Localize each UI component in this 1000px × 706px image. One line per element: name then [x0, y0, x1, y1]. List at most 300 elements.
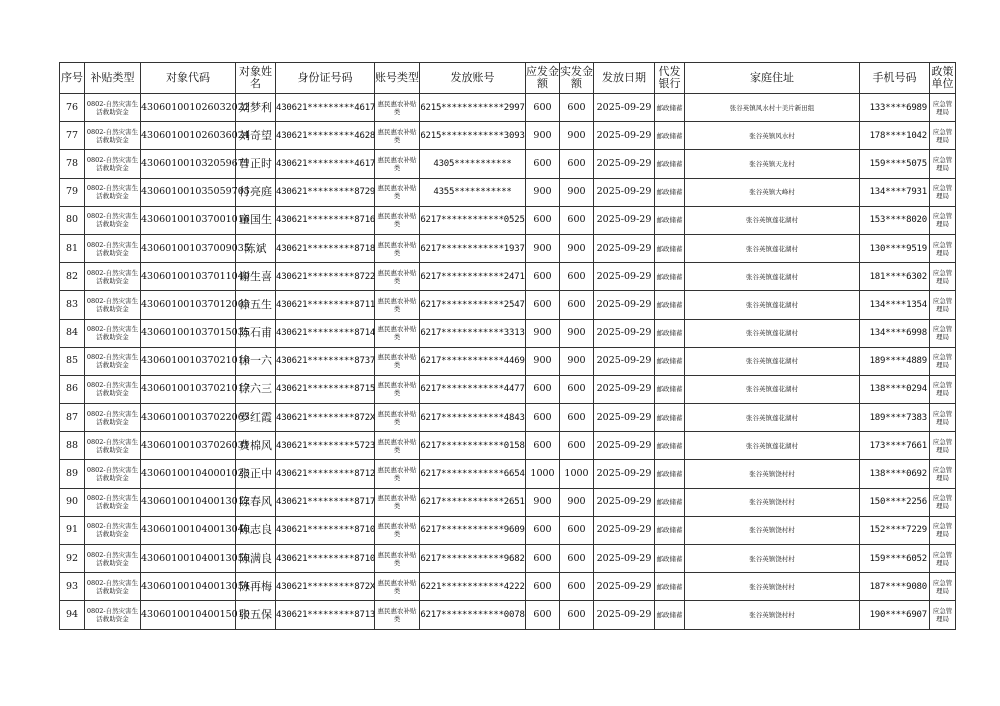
- id-number-cell: 430621*********8713: [276, 601, 375, 629]
- policy-unit-cell: 应急管理局: [930, 516, 956, 544]
- account-number-cell: 6217************0158: [420, 432, 526, 460]
- phone-cell: 134****7931: [860, 178, 930, 206]
- account-number-cell: 6217************0078: [420, 601, 526, 629]
- policy-unit-cell: 应急管理局: [930, 573, 956, 601]
- amount-due-cell: 600: [526, 263, 560, 291]
- name-cell: 徐六三: [236, 375, 276, 403]
- column-header: 对象姓名: [236, 63, 276, 94]
- account-type-cell: 惠民惠农补贴类: [375, 545, 420, 573]
- payment-date-cell: 2025-09-29: [594, 573, 655, 601]
- address-cell: 张谷英镇天龙村: [685, 150, 860, 178]
- object-code-cell: 430601001037021016: [141, 347, 236, 375]
- id-number-cell: 430621*********4628: [276, 122, 375, 150]
- account-number-cell: 6217************9609: [420, 516, 526, 544]
- column-header: 序号: [60, 63, 85, 94]
- bank-cell: 邮政储蓄: [655, 375, 685, 403]
- bank-cell: 邮政储蓄: [655, 488, 685, 516]
- seq-cell: 79: [60, 178, 85, 206]
- amount-due-cell: 600: [526, 375, 560, 403]
- amount-due-cell: 1000: [526, 460, 560, 488]
- column-header: 对象代码: [141, 63, 236, 94]
- amount-due-cell: 600: [526, 601, 560, 629]
- account-type-cell: 惠民惠农补贴类: [375, 375, 420, 403]
- name-cell: 徐五生: [236, 291, 276, 319]
- id-number-cell: 430621*********8717: [276, 488, 375, 516]
- id-number-cell: 430621*********8710: [276, 545, 375, 573]
- account-number-cell: 6217************4477: [420, 375, 526, 403]
- table-row: [60, 291, 956, 319]
- column-header: 发放账号: [420, 63, 526, 94]
- amount-due-cell: 900: [526, 347, 560, 375]
- id-number-cell: 430621*********4617: [276, 150, 375, 178]
- phone-cell: 138****0294: [860, 375, 930, 403]
- name-cell: 陈志良: [236, 516, 276, 544]
- table-row: [60, 516, 956, 544]
- object-code-cell: 430601001037026031: [141, 432, 236, 460]
- address-cell: 张谷英镇饶村村: [685, 460, 860, 488]
- address-cell: 张谷英镇莲花湖村: [685, 291, 860, 319]
- policy-unit-cell: 应急管理局: [930, 94, 956, 122]
- table-row: [60, 347, 956, 375]
- subsidy-type-cell: 0802-自然灾害生活救助资金: [85, 601, 141, 629]
- column-header: 身份证号码: [276, 63, 375, 94]
- subsidy-type-cell: 0802-自然灾害生活救助资金: [85, 178, 141, 206]
- payment-date-cell: 2025-09-29: [594, 319, 655, 347]
- id-number-cell: 430621*********8718: [276, 234, 375, 262]
- amount-paid-cell: 600: [560, 516, 594, 544]
- name-cell: 刘梦利: [236, 94, 276, 122]
- table-row: [60, 94, 956, 122]
- seq-cell: 84: [60, 319, 85, 347]
- amount-paid-cell: 600: [560, 206, 594, 234]
- address-cell: 张谷英镇饶村村: [685, 545, 860, 573]
- subsidy-type-cell: 0802-自然灾害生活救助资金: [85, 404, 141, 432]
- payment-date-cell: 2025-09-29: [594, 516, 655, 544]
- phone-cell: 189****4889: [860, 347, 930, 375]
- seq-cell: 92: [60, 545, 85, 573]
- bank-cell: 邮政储蓄: [655, 291, 685, 319]
- subsidy-type-cell: 0802-自然灾害生活救助资金: [85, 347, 141, 375]
- address-cell: 张谷英镇莲花湖村: [685, 404, 860, 432]
- policy-unit-cell: 应急管理局: [930, 488, 956, 516]
- id-number-cell: 430621*********8716: [276, 206, 375, 234]
- payment-date-cell: 2025-09-29: [594, 460, 655, 488]
- amount-paid-cell: 600: [560, 545, 594, 573]
- table-row: [60, 234, 956, 262]
- account-type-cell: 惠民惠农补贴类: [375, 94, 420, 122]
- amount-due-cell: 600: [526, 516, 560, 544]
- seq-cell: 88: [60, 432, 85, 460]
- phone-cell: 173****7661: [860, 432, 930, 460]
- seq-cell: 86: [60, 375, 85, 403]
- phone-cell: 159****6052: [860, 545, 930, 573]
- policy-unit-cell: 应急管理局: [930, 234, 956, 262]
- policy-unit-cell: 应急管理局: [930, 347, 956, 375]
- phone-cell: 130****9519: [860, 234, 930, 262]
- account-type-cell: 惠民惠农补贴类: [375, 488, 420, 516]
- object-code-cell: 430601001037015035: [141, 319, 236, 347]
- object-code-cell: 430601001032059671: [141, 150, 236, 178]
- subsidy-type-cell: 0802-自然灾害生活救助资金: [85, 432, 141, 460]
- object-code-cell: 430601001037021017: [141, 375, 236, 403]
- object-code-cell: 430601001037009035: [141, 234, 236, 262]
- name-cell: 付亮庭: [236, 178, 276, 206]
- subsidy-type-cell: 0802-自然灾害生活救助资金: [85, 263, 141, 291]
- amount-paid-cell: 600: [560, 150, 594, 178]
- seq-cell: 89: [60, 460, 85, 488]
- column-header: 代发银行: [655, 63, 685, 94]
- address-cell: 张谷英镇莲花湖村: [685, 234, 860, 262]
- id-number-cell: 430621*********8714: [276, 319, 375, 347]
- id-number-cell: 430621*********8711: [276, 291, 375, 319]
- name-cell: 曾正时: [236, 150, 276, 178]
- account-number-cell: 6217************1937: [420, 234, 526, 262]
- id-number-cell: 430621*********8722: [276, 263, 375, 291]
- header-row: [60, 63, 956, 94]
- bank-cell: 邮政储蓄: [655, 601, 685, 629]
- payment-date-cell: 2025-09-29: [594, 404, 655, 432]
- account-type-cell: 惠民惠农补贴类: [375, 460, 420, 488]
- address-cell: 张谷英镇风水村: [685, 122, 860, 150]
- payment-date-cell: 2025-09-29: [594, 347, 655, 375]
- amount-due-cell: 600: [526, 545, 560, 573]
- account-type-cell: 惠民惠农补贴类: [375, 291, 420, 319]
- subsidy-type-cell: 0802-自然灾害生活救助资金: [85, 545, 141, 573]
- address-cell: 张谷英镇莲花湖村: [685, 347, 860, 375]
- payment-date-cell: 2025-09-29: [594, 545, 655, 573]
- address-cell: 张谷英镇莲花湖村: [685, 263, 860, 291]
- amount-due-cell: 600: [526, 291, 560, 319]
- bank-cell: 邮政储蓄: [655, 347, 685, 375]
- phone-cell: 153****8020: [860, 206, 930, 234]
- object-code-cell: 430601001035059705: [141, 178, 236, 206]
- bank-cell: 邮政储蓄: [655, 432, 685, 460]
- account-type-cell: 惠民惠农补贴类: [375, 319, 420, 347]
- seq-cell: 85: [60, 347, 85, 375]
- amount-paid-cell: 900: [560, 234, 594, 262]
- table-row: [60, 122, 956, 150]
- column-header: 发放日期: [594, 63, 655, 94]
- seq-cell: 78: [60, 150, 85, 178]
- account-type-cell: 惠民惠农补贴类: [375, 516, 420, 544]
- phone-cell: 138****0692: [860, 460, 930, 488]
- bank-cell: 邮政储蓄: [655, 319, 685, 347]
- bank-cell: 邮政储蓄: [655, 122, 685, 150]
- column-header: 家庭住址: [685, 63, 860, 94]
- object-code-cell: 430601001040013012: [141, 488, 236, 516]
- payment-date-cell: 2025-09-29: [594, 150, 655, 178]
- table-row: [60, 375, 956, 403]
- table-row: [60, 319, 956, 347]
- subsidy-type-cell: 0802-自然灾害生活救助资金: [85, 488, 141, 516]
- seq-cell: 76: [60, 94, 85, 122]
- phone-cell: 152****7229: [860, 516, 930, 544]
- policy-unit-cell: 应急管理局: [930, 291, 956, 319]
- phone-cell: 150****2256: [860, 488, 930, 516]
- policy-unit-cell: 应急管理局: [930, 601, 956, 629]
- amount-paid-cell: 1000: [560, 460, 594, 488]
- object-code-cell: 430601001037001016: [141, 206, 236, 234]
- object-code-cell: 430601001026032022: [141, 94, 236, 122]
- id-number-cell: 430621*********872X: [276, 573, 375, 601]
- table-row: [60, 150, 956, 178]
- column-header: 政策单位: [930, 63, 956, 94]
- address-cell: 张谷英镇莲花湖村: [685, 375, 860, 403]
- account-number-cell: 6217************2547: [420, 291, 526, 319]
- account-number-cell: 6217************0525: [420, 206, 526, 234]
- address-cell: 张谷英镇风水村十美片新田组: [685, 94, 860, 122]
- phone-cell: 189****7383: [860, 404, 930, 432]
- account-type-cell: 惠民惠农补贴类: [375, 263, 420, 291]
- name-cell: 陈再梅: [236, 573, 276, 601]
- bank-cell: 邮政储蓄: [655, 150, 685, 178]
- amount-due-cell: 600: [526, 150, 560, 178]
- table-row: [60, 206, 956, 234]
- account-number-cell: 4355***********: [420, 178, 526, 206]
- object-code-cell: 430601001037011040: [141, 263, 236, 291]
- address-cell: 张谷英镇饶村村: [685, 516, 860, 544]
- phone-cell: 181****6302: [860, 263, 930, 291]
- seq-cell: 87: [60, 404, 85, 432]
- payment-date-cell: 2025-09-29: [594, 432, 655, 460]
- table-row: [60, 545, 956, 573]
- payment-date-cell: 2025-09-29: [594, 178, 655, 206]
- seq-cell: 83: [60, 291, 85, 319]
- object-code-cell: 430601001040013054: [141, 573, 236, 601]
- amount-due-cell: 900: [526, 234, 560, 262]
- payment-date-cell: 2025-09-29: [594, 122, 655, 150]
- payment-date-cell: 2025-09-29: [594, 206, 655, 234]
- phone-cell: 190****6907: [860, 601, 930, 629]
- payment-date-cell: 2025-09-29: [594, 291, 655, 319]
- phone-cell: 159****5075: [860, 150, 930, 178]
- subsidy-type-cell: 0802-自然灾害生活救助资金: [85, 573, 141, 601]
- bank-cell: 邮政储蓄: [655, 234, 685, 262]
- amount-due-cell: 900: [526, 488, 560, 516]
- address-cell: 张谷英镇饶村村: [685, 601, 860, 629]
- name-cell: 陈石甫: [236, 319, 276, 347]
- account-number-cell: 6215************3093: [420, 122, 526, 150]
- policy-unit-cell: 应急管理局: [930, 150, 956, 178]
- subsidy-type-cell: 0802-自然灾害生活救助资金: [85, 319, 141, 347]
- bank-cell: 邮政储蓄: [655, 404, 685, 432]
- amount-due-cell: 600: [526, 206, 560, 234]
- seq-cell: 77: [60, 122, 85, 150]
- amount-paid-cell: 600: [560, 432, 594, 460]
- seq-cell: 93: [60, 573, 85, 601]
- amount-due-cell: 600: [526, 404, 560, 432]
- object-code-cell: 430601001037022063: [141, 404, 236, 432]
- seq-cell: 94: [60, 601, 85, 629]
- phone-cell: 133****6989: [860, 94, 930, 122]
- account-type-cell: 惠民惠农补贴类: [375, 206, 420, 234]
- name-cell: 徐一六: [236, 347, 276, 375]
- address-cell: 张谷英镇莲花湖村: [685, 432, 860, 460]
- seq-cell: 81: [60, 234, 85, 262]
- phone-cell: 178****1042: [860, 122, 930, 150]
- table-body: [60, 94, 956, 630]
- object-code-cell: 430601001037012005: [141, 291, 236, 319]
- policy-unit-cell: 应急管理局: [930, 545, 956, 573]
- table-row: [60, 432, 956, 460]
- bank-cell: 邮政储蓄: [655, 263, 685, 291]
- policy-unit-cell: 应急管理局: [930, 404, 956, 432]
- amount-paid-cell: 900: [560, 178, 594, 206]
- account-type-cell: 惠民惠农补贴类: [375, 178, 420, 206]
- bank-cell: 邮政储蓄: [655, 573, 685, 601]
- table-row: [60, 404, 956, 432]
- account-type-cell: 惠民惠农补贴类: [375, 150, 420, 178]
- payment-date-cell: 2025-09-29: [594, 488, 655, 516]
- account-number-cell: 4305***********: [420, 150, 526, 178]
- id-number-cell: 430621*********872X: [276, 404, 375, 432]
- subsidy-type-cell: 0802-自然灾害生活救助资金: [85, 94, 141, 122]
- amount-paid-cell: 600: [560, 573, 594, 601]
- amount-due-cell: 900: [526, 122, 560, 150]
- table-row: [60, 460, 956, 488]
- id-number-cell: 430621*********8715: [276, 375, 375, 403]
- object-code-cell: 430601001040013040: [141, 516, 236, 544]
- phone-cell: 134****6998: [860, 319, 930, 347]
- account-type-cell: 惠民惠农补贴类: [375, 347, 420, 375]
- address-cell: 张谷英镇莲花湖村: [685, 319, 860, 347]
- subsidy-type-cell: 0802-自然灾害生活救助资金: [85, 291, 141, 319]
- name-cell: 陈斌: [236, 234, 276, 262]
- name-cell: 罗红霞: [236, 404, 276, 432]
- id-number-cell: 430621*********8712: [276, 460, 375, 488]
- name-cell: 童国生: [236, 206, 276, 234]
- account-number-cell: 6217************6654: [420, 460, 526, 488]
- amount-paid-cell: 900: [560, 319, 594, 347]
- amount-due-cell: 900: [526, 178, 560, 206]
- account-type-cell: 惠民惠农补贴类: [375, 601, 420, 629]
- name-cell: 刘奇望: [236, 122, 276, 150]
- name-cell: 陈春风: [236, 488, 276, 516]
- subsidy-type-cell: 0802-自然灾害生活救助资金: [85, 150, 141, 178]
- subsidy-type-cell: 0802-自然灾害生活救助资金: [85, 206, 141, 234]
- amount-paid-cell: 600: [560, 375, 594, 403]
- address-cell: 张谷英镇饶村村: [685, 488, 860, 516]
- account-number-cell: 6217************4843: [420, 404, 526, 432]
- bank-cell: 邮政储蓄: [655, 516, 685, 544]
- account-number-cell: 6221************4222: [420, 573, 526, 601]
- account-number-cell: 6217************9682: [420, 545, 526, 573]
- account-type-cell: 惠民惠农补贴类: [375, 122, 420, 150]
- amount-paid-cell: 600: [560, 404, 594, 432]
- phone-cell: 134****1354: [860, 291, 930, 319]
- payment-date-cell: 2025-09-29: [594, 601, 655, 629]
- column-header: 账号类型: [375, 63, 420, 94]
- object-code-cell: 430601001040013050: [141, 545, 236, 573]
- bank-cell: 邮政储蓄: [655, 178, 685, 206]
- policy-unit-cell: 应急管理局: [930, 432, 956, 460]
- object-code-cell: 430601001040001023: [141, 460, 236, 488]
- account-number-cell: 6217************3313: [420, 319, 526, 347]
- bank-cell: 邮政储蓄: [655, 206, 685, 234]
- account-number-cell: 6217************2651: [420, 488, 526, 516]
- column-header: 应发金额: [526, 63, 560, 94]
- account-number-cell: 6217************2471: [420, 263, 526, 291]
- address-cell: 张谷英镇饶村村: [685, 573, 860, 601]
- policy-unit-cell: 应急管理局: [930, 122, 956, 150]
- amount-due-cell: 600: [526, 94, 560, 122]
- seq-cell: 91: [60, 516, 85, 544]
- seq-cell: 82: [60, 263, 85, 291]
- bank-cell: 邮政储蓄: [655, 460, 685, 488]
- subsidy-type-cell: 0802-自然灾害生活救助资金: [85, 234, 141, 262]
- id-number-cell: 430621*********8729: [276, 178, 375, 206]
- policy-unit-cell: 应急管理局: [930, 206, 956, 234]
- table-row: [60, 488, 956, 516]
- table-row: [60, 601, 956, 629]
- id-number-cell: 430621*********8737: [276, 347, 375, 375]
- account-type-cell: 惠民惠农补贴类: [375, 234, 420, 262]
- name-cell: 张正中: [236, 460, 276, 488]
- amount-due-cell: 600: [526, 432, 560, 460]
- name-cell: 陈满良: [236, 545, 276, 573]
- table-row: [60, 263, 956, 291]
- bank-cell: 邮政储蓄: [655, 94, 685, 122]
- column-header: 手机号码: [860, 63, 930, 94]
- amount-due-cell: 900: [526, 319, 560, 347]
- seq-cell: 80: [60, 206, 85, 234]
- amount-paid-cell: 600: [560, 94, 594, 122]
- policy-unit-cell: 应急管理局: [930, 319, 956, 347]
- payment-date-cell: 2025-09-29: [594, 263, 655, 291]
- bank-cell: 邮政储蓄: [655, 545, 685, 573]
- subsidy-type-cell: 0802-自然灾害生活救助资金: [85, 460, 141, 488]
- amount-due-cell: 600: [526, 573, 560, 601]
- policy-unit-cell: 应急管理局: [930, 178, 956, 206]
- policy-unit-cell: 应急管理局: [930, 375, 956, 403]
- subsidy-type-cell: 0802-自然灾害生活救助资金: [85, 375, 141, 403]
- id-number-cell: 430621*********5723: [276, 432, 375, 460]
- address-cell: 张谷英镇莲花湖村: [685, 206, 860, 234]
- table-row: [60, 573, 956, 601]
- id-number-cell: 430621*********4617: [276, 94, 375, 122]
- amount-paid-cell: 900: [560, 122, 594, 150]
- policy-unit-cell: 应急管理局: [930, 263, 956, 291]
- payment-date-cell: 2025-09-29: [594, 94, 655, 122]
- object-code-cell: 430601001040015010: [141, 601, 236, 629]
- amount-paid-cell: 600: [560, 601, 594, 629]
- address-cell: 张谷英镇大峰村: [685, 178, 860, 206]
- id-number-cell: 430621*********8710: [276, 516, 375, 544]
- account-number-cell: 6215************2997: [420, 94, 526, 122]
- seq-cell: 90: [60, 488, 85, 516]
- account-type-cell: 惠民惠农补贴类: [375, 573, 420, 601]
- name-cell: 张五保: [236, 601, 276, 629]
- amount-paid-cell: 900: [560, 488, 594, 516]
- account-type-cell: 惠民惠农补贴类: [375, 432, 420, 460]
- name-cell: 谢生喜: [236, 263, 276, 291]
- payment-date-cell: 2025-09-29: [594, 375, 655, 403]
- table-row: [60, 178, 956, 206]
- object-code-cell: 430601001026036024: [141, 122, 236, 150]
- amount-paid-cell: 600: [560, 291, 594, 319]
- policy-unit-cell: 应急管理局: [930, 460, 956, 488]
- column-header: 补贴类型: [85, 63, 141, 94]
- account-number-cell: 6217************4469: [420, 347, 526, 375]
- name-cell: 费棉风: [236, 432, 276, 460]
- amount-paid-cell: 900: [560, 347, 594, 375]
- amount-paid-cell: 600: [560, 263, 594, 291]
- subsidy-type-cell: 0802-自然灾害生活救助资金: [85, 122, 141, 150]
- phone-cell: 187****9080: [860, 573, 930, 601]
- subsidy-type-cell: 0802-自然灾害生活救助资金: [85, 516, 141, 544]
- payment-date-cell: 2025-09-29: [594, 234, 655, 262]
- column-header: 实发金额: [560, 63, 594, 94]
